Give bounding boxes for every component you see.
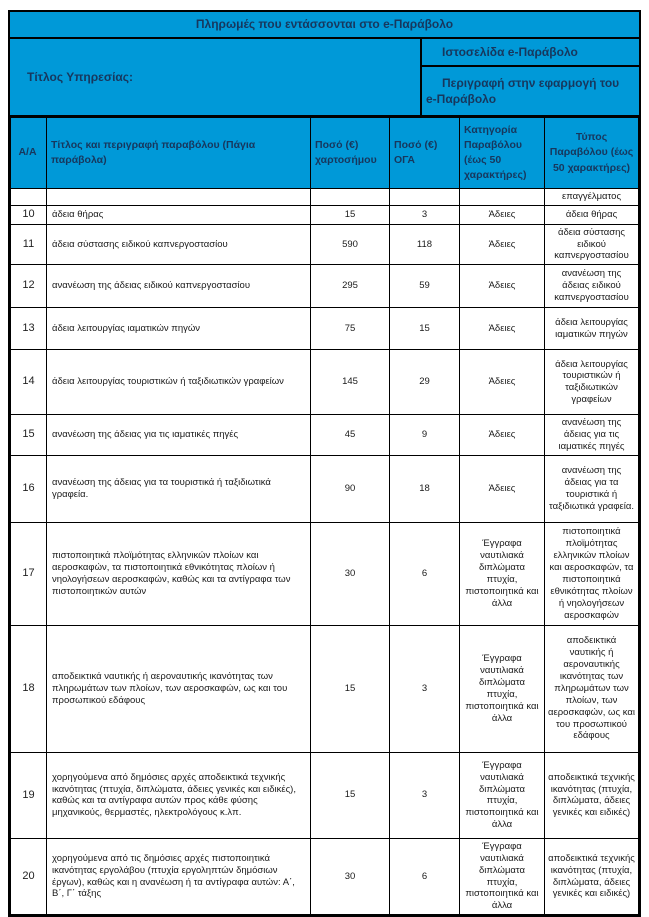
row-stamp-amount: 45 — [311, 415, 390, 456]
row-title: χορηγούμενα από δημόσιες αρχές αποδεικτικά τεχνικής ικανότητας (πτυχία, διπλώματα, άδειες γενικές και ειδικές), καθώς και τα αντίγραφα αυτών προς κάθε φύσης μηχανικούς, θερμαστές, ηλεκτρολόγους κ.λπ. — [47, 752, 311, 838]
row-stamp-amount: 30 — [311, 522, 390, 625]
row-type: άδεια θήρας — [545, 205, 639, 224]
row-type: άδεια λειτουργίας τουριστικών ή ταξιδιωτικών γραφείων — [545, 350, 639, 415]
row-type: επαγγέλματος — [545, 189, 639, 206]
app-description-label: Περιγραφή στην εφαρμογή του e-Παράβολο — [426, 76, 620, 107]
row-category: Άδειες — [460, 415, 545, 456]
row-category: Έγγραφα ναυτιλιακά διπλώματα πτυχία, πιστοποιητικά και άλλα — [460, 752, 545, 838]
row-oga-amount: 9 — [390, 415, 460, 456]
table-row — [11, 625, 639, 752]
row-stamp-amount: 590 — [311, 224, 390, 265]
column-header-aa: Α/Α — [11, 118, 47, 189]
row-stamp-amount: 90 — [311, 455, 390, 522]
row-title: άδεια λειτουργίας τουριστικών ή ταξιδιωτικών γραφείων — [47, 350, 311, 415]
row-oga-amount: 29 — [390, 350, 460, 415]
table-row — [11, 265, 639, 308]
row-id: 12 — [11, 265, 47, 308]
row-category: Έγγραφα ναυτιλιακά διπλώματα πτυχία, πιστοποιητικά και άλλα — [460, 625, 545, 752]
row-oga-amount: 59 — [390, 265, 460, 308]
row-category: Άδειες — [460, 205, 545, 224]
row-oga-amount — [390, 189, 460, 206]
row-id — [11, 189, 47, 206]
row-type: ανανέωση της άδειας για τα τουριστικά ή ταξιδιωτικά γραφεία. — [545, 455, 639, 522]
row-id: 10 — [11, 205, 47, 224]
row-oga-amount: 18 — [390, 455, 460, 522]
row-id: 17 — [11, 522, 47, 625]
row-oga-amount: 15 — [390, 308, 460, 350]
row-stamp-amount: 15 — [311, 205, 390, 224]
service-header-right — [422, 39, 639, 115]
paravolo-document — [8, 10, 641, 917]
row-category: Άδειες — [460, 350, 545, 415]
row-oga-amount: 3 — [390, 205, 460, 224]
row-stamp-amount: 15 — [311, 625, 390, 752]
row-title: άδεια σύστασης ειδικού καπνεργοστασίου — [47, 224, 311, 265]
column-header-category: Κατηγορία Παραβόλου (έως 50 χαρακτήρες) — [460, 118, 545, 189]
table-row — [11, 752, 639, 838]
row-category: Άδειες — [460, 265, 545, 308]
row-id: 18 — [11, 625, 47, 752]
table-row — [11, 415, 639, 456]
row-stamp-amount: 295 — [311, 265, 390, 308]
row-type: ανανέωση της άδειας ειδικού καπνεργοστασίου — [545, 265, 639, 308]
table-row — [11, 308, 639, 350]
website-label: Ιστοσελίδα e-Παράβολο — [422, 39, 639, 67]
column-header-oga: Ποσό (€) ΟΓΑ — [390, 118, 460, 189]
table-row — [11, 205, 639, 224]
row-category: Άδειες — [460, 224, 545, 265]
row-oga-amount: 3 — [390, 752, 460, 838]
row-category: Έγγραφα ναυτιλιακά διπλώματα πτυχία, πιστοποιητικά και άλλα — [460, 522, 545, 625]
row-title — [47, 189, 311, 206]
row-category: Έγγραφα ναυτιλιακά διπλώματα πτυχία, πιστοποιητικά και άλλα — [460, 838, 545, 914]
row-oga-amount: 6 — [390, 838, 460, 914]
table-row — [11, 350, 639, 415]
row-oga-amount: 118 — [390, 224, 460, 265]
table-row — [11, 838, 639, 914]
row-title: ανανέωση της άδειας ειδικού καπνεργοστασίου — [47, 265, 311, 308]
row-title: ανανέωση της άδειας για τις ιαματικές πηγές — [47, 415, 311, 456]
column-header-type: Τύπος Παραβόλου (έως 50 χαρακτήρες) — [545, 118, 639, 189]
row-title: ανανέωση της άδειας για τα τουριστικά ή ταξιδιωτικά γραφεία. — [47, 455, 311, 522]
table-body — [11, 189, 639, 915]
table-row — [11, 189, 639, 206]
row-id: 19 — [11, 752, 47, 838]
row-type: αποδεικτικά τεχνικής ικανότητας (πτυχία, διπλώματα, άδειες γενικές και ειδικές) — [545, 752, 639, 838]
row-type: άδεια λειτουργίας ιαματικών πηγών — [545, 308, 639, 350]
table-row — [11, 455, 639, 522]
row-type: ανανέωση της άδειας για τις ιαματικές πηγές — [545, 415, 639, 456]
column-header-title: Τίτλος και περιγραφή παραβόλου (Πάγια παράβολα) — [47, 118, 311, 189]
row-type: αποδεικτικά ναυτικής ή αεροναυτικής ικανότητας των πληρωμάτων των πλοίων, των αεροσκαφών, ως και του προσωπικού εδάφους — [545, 625, 639, 752]
column-header-row — [11, 118, 639, 189]
row-id: 14 — [11, 350, 47, 415]
table-row — [11, 224, 639, 265]
table-row — [11, 522, 639, 625]
row-title: χορηγούμενα από τις δημόσιες αρχές πιστοποιητικά ικανότητας εργολάβου (πτυχία εργοληπτών δημόσιων έργων), καθώς και η ανανέωση ή τα αντίγραφα αυτών: Α΄, Β΄, Γ΄ τάξης — [47, 838, 311, 914]
page-title: Πληρωμές που εντάσσονται στο e-Παράβολο — [10, 12, 639, 39]
row-title: άδεια θήρας — [47, 205, 311, 224]
row-stamp-amount — [311, 189, 390, 206]
row-stamp-amount: 145 — [311, 350, 390, 415]
row-id: 11 — [11, 224, 47, 265]
row-stamp-amount: 30 — [311, 838, 390, 914]
row-id: 15 — [11, 415, 47, 456]
row-type: πιστοποιητικά πλοϊμότητας ελληνικών πλοίων και αεροσκαφών, τα πιστοποιητικά εθνικότητας πλοίων ή νηολογήσεων αεροσκαφών — [545, 522, 639, 625]
row-category — [460, 189, 545, 206]
row-category: Άδειες — [460, 308, 545, 350]
row-type: άδεια σύστασης ειδικού καπνεργοστασίου — [545, 224, 639, 265]
row-id: 13 — [11, 308, 47, 350]
row-title: πιστοποιητικά πλοϊμότητας ελληνικών πλοίων και αεροσκαφών, τα πιστοποιητικά εθνικότητας πλοίων ή νηολογήσεων αεροσκαφών, καθώς και τα αντίγραφα των πιστοποιητικών αυτών — [47, 522, 311, 625]
row-type: αποδεικτικά τεχνικής ικανότητας (πτυχία, διπλώματα, άδειες γενικές και ειδικές) — [545, 838, 639, 914]
service-title-label: Τίτλος Υπηρεσίας: — [10, 39, 422, 115]
row-title: άδεια λειτουργίας ιαματικών πηγών — [47, 308, 311, 350]
row-oga-amount: 6 — [390, 522, 460, 625]
row-oga-amount: 3 — [390, 625, 460, 752]
row-id: 20 — [11, 838, 47, 914]
row-id: 16 — [11, 455, 47, 522]
column-header-stamp: Ποσό (€) χαρτοσήμου — [311, 118, 390, 189]
row-stamp-amount: 75 — [311, 308, 390, 350]
row-stamp-amount: 15 — [311, 752, 390, 838]
row-title: αποδεικτικά ναυτικής ή αεροναυτικής ικανότητας των πληρωμάτων των πλοίων, των αεροσκαφών, ως και του προσωπικού εδάφους — [47, 625, 311, 752]
row-category: Άδειες — [460, 455, 545, 522]
service-header — [10, 39, 639, 117]
paravolo-table — [10, 117, 639, 915]
